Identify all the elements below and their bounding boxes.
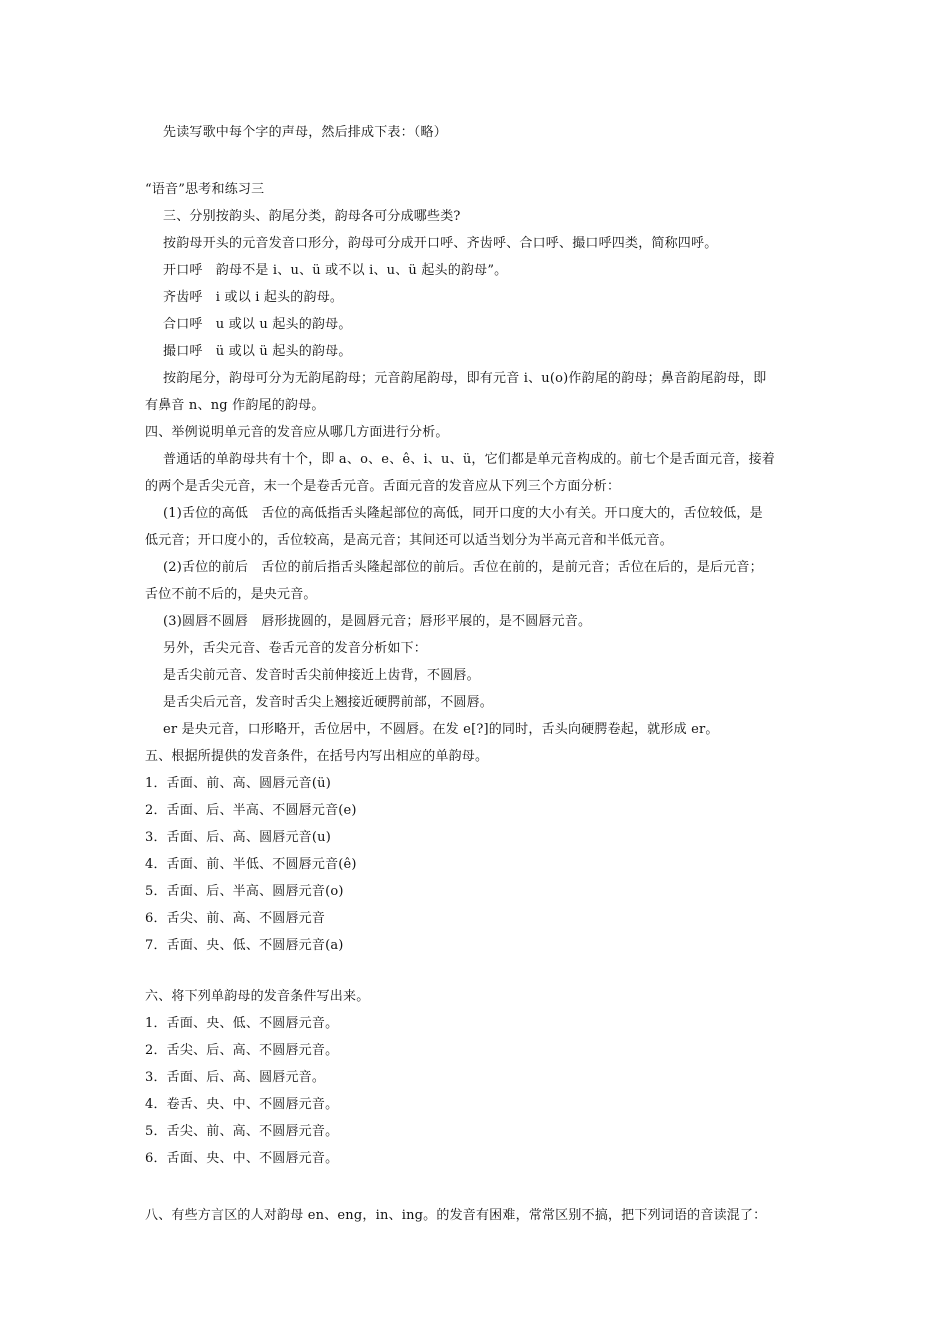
q3-paragraph-2b: 有鼻音 n、ng 作韵尾的韵母。 — [145, 398, 325, 413]
q6-item: 5．舌尖、前、高、不圆唇元音。 — [145, 1124, 339, 1139]
q6-item: 4．卷舌、央、中、不圆唇元音。 — [145, 1097, 339, 1112]
q4-paragraph-2: 另外，舌尖元音、卷舌元音的发音分析如下： — [163, 641, 428, 656]
q4-paragraph-4: 是舌尖后元音，发音时舌尖上翘接近硬腭前部，不圆唇。 — [163, 695, 494, 710]
q3-hekou: 合口呼 u 或以 u 起头的韵母。 — [163, 317, 352, 332]
q4-paragraph-1b: 的两个是舌尖元音，末一个是卷舌元音。舌面元音的发音应从下列三个方面分析： — [145, 479, 621, 494]
q4-title: 四、举例说明单元音的发音应从哪几方面进行分析。 — [145, 425, 449, 440]
q5-title: 五、根据所提供的发音条件，在括号内写出相应的单韵母。 — [145, 749, 489, 764]
q6-item: 2．舌尖、后、高、不圆唇元音。 — [145, 1043, 339, 1058]
q4-paragraph-3: 是舌尖前元音、发音时舌尖前伸接近上齿背，不圆唇。 — [163, 668, 480, 683]
q5-item: 5．舌面、后、半高、圆唇元音(o) — [145, 884, 344, 899]
q6-item: 3．舌面、后、高、圆唇元音。 — [145, 1070, 326, 1085]
q5-item: 7．舌面、央、低、不圆唇元音(a) — [145, 938, 344, 953]
q6-title: 六、将下列单韵母的发音条件写出来。 — [145, 989, 370, 1004]
q5-item: 1．舌面、前、高、圆唇元音(ü) — [145, 776, 331, 791]
section-title: “语音”思考和练习三 — [145, 182, 265, 197]
q4-paragraph-5: er 是央元音，口形略开，舌位居中，不圆唇。在发 e[?]的同时，舌头向硬腭卷起，就形成 er。 — [163, 722, 719, 737]
q3-qichi: 齐齿呼 i 或以 i 起头的韵母。 — [163, 290, 344, 305]
q5-item: 3．舌面、后、高、圆唇元音(u) — [145, 830, 331, 845]
q4-item-1b: 低元音；开口度小的，舌位较高，是高元音；其间还可以适当划分为半高元音和半低元音。 — [145, 533, 674, 548]
q3-paragraph-1: 按韵母开头的元音发音口形分，韵母可分成开口呼、齐齿呼、合口呼、撮口呼四类，简称四呼。 — [163, 236, 718, 251]
q4-paragraph-1a: 普通话的单韵母共有十个，即 a、o、e、ê、i、u、ü，它们都是单元音构成的。前七个是舌面元音，接着 — [163, 452, 775, 467]
q3-paragraph-2a: 按韵尾分，韵母可分为无韵尾韵母；元音韵尾韵母，即有元音 i、u(o)作韵尾的韵母；鼻音韵尾韵母，即 — [163, 371, 767, 386]
q4-item-2a: (2)舌位的前后 舌位的前后指舌头隆起部位的前后。舌位在前的，是前元音；舌位在后的，是后元音； — [163, 560, 763, 575]
q5-item: 4．舌面、前、半低、不圆唇元音(ê) — [145, 857, 357, 872]
q3-cuokou: 撮口呼 ü 或以 ü 起头的韵母。 — [163, 344, 352, 359]
q4-item-3: (3)圆唇不圆唇 唇形拢圆的，是圆唇元音；唇形平展的，是不圆唇元音。 — [163, 614, 592, 629]
q3-title: 三、分别按韵头、韵尾分类，韵母各可分成哪些类? — [163, 209, 461, 224]
q8-title: 八、有些方言区的人对韵母 en、eng，in、ing。的发音有困难，常常区别不搞，把下列词语的音读混了： — [145, 1208, 767, 1223]
q5-item: 2．舌面、后、半高、不圆唇元音(e) — [145, 803, 357, 818]
q6-item: 6．舌面、央、中、不圆唇元音。 — [145, 1151, 339, 1166]
q6-item: 1．舌面、央、低、不圆唇元音。 — [145, 1016, 339, 1031]
q4-item-1a: (1)舌位的高低 舌位的高低指舌头隆起部位的高低，同开口度的大小有关。开口度大的，舌位较低，是 — [163, 506, 763, 521]
intro-paragraph: 先读写歌中每个字的声母，然后排成下表：（略） — [163, 125, 447, 140]
q5-item: 6．舌尖、前、高、不圆唇元音 — [145, 911, 326, 926]
q3-kaikou: 开口呼 韵母不是 i、u、ü 或不以 i、u、ü 起头的韵母”。 — [163, 263, 508, 278]
q4-item-2b: 舌位不前不后的，是央元音。 — [145, 587, 317, 602]
